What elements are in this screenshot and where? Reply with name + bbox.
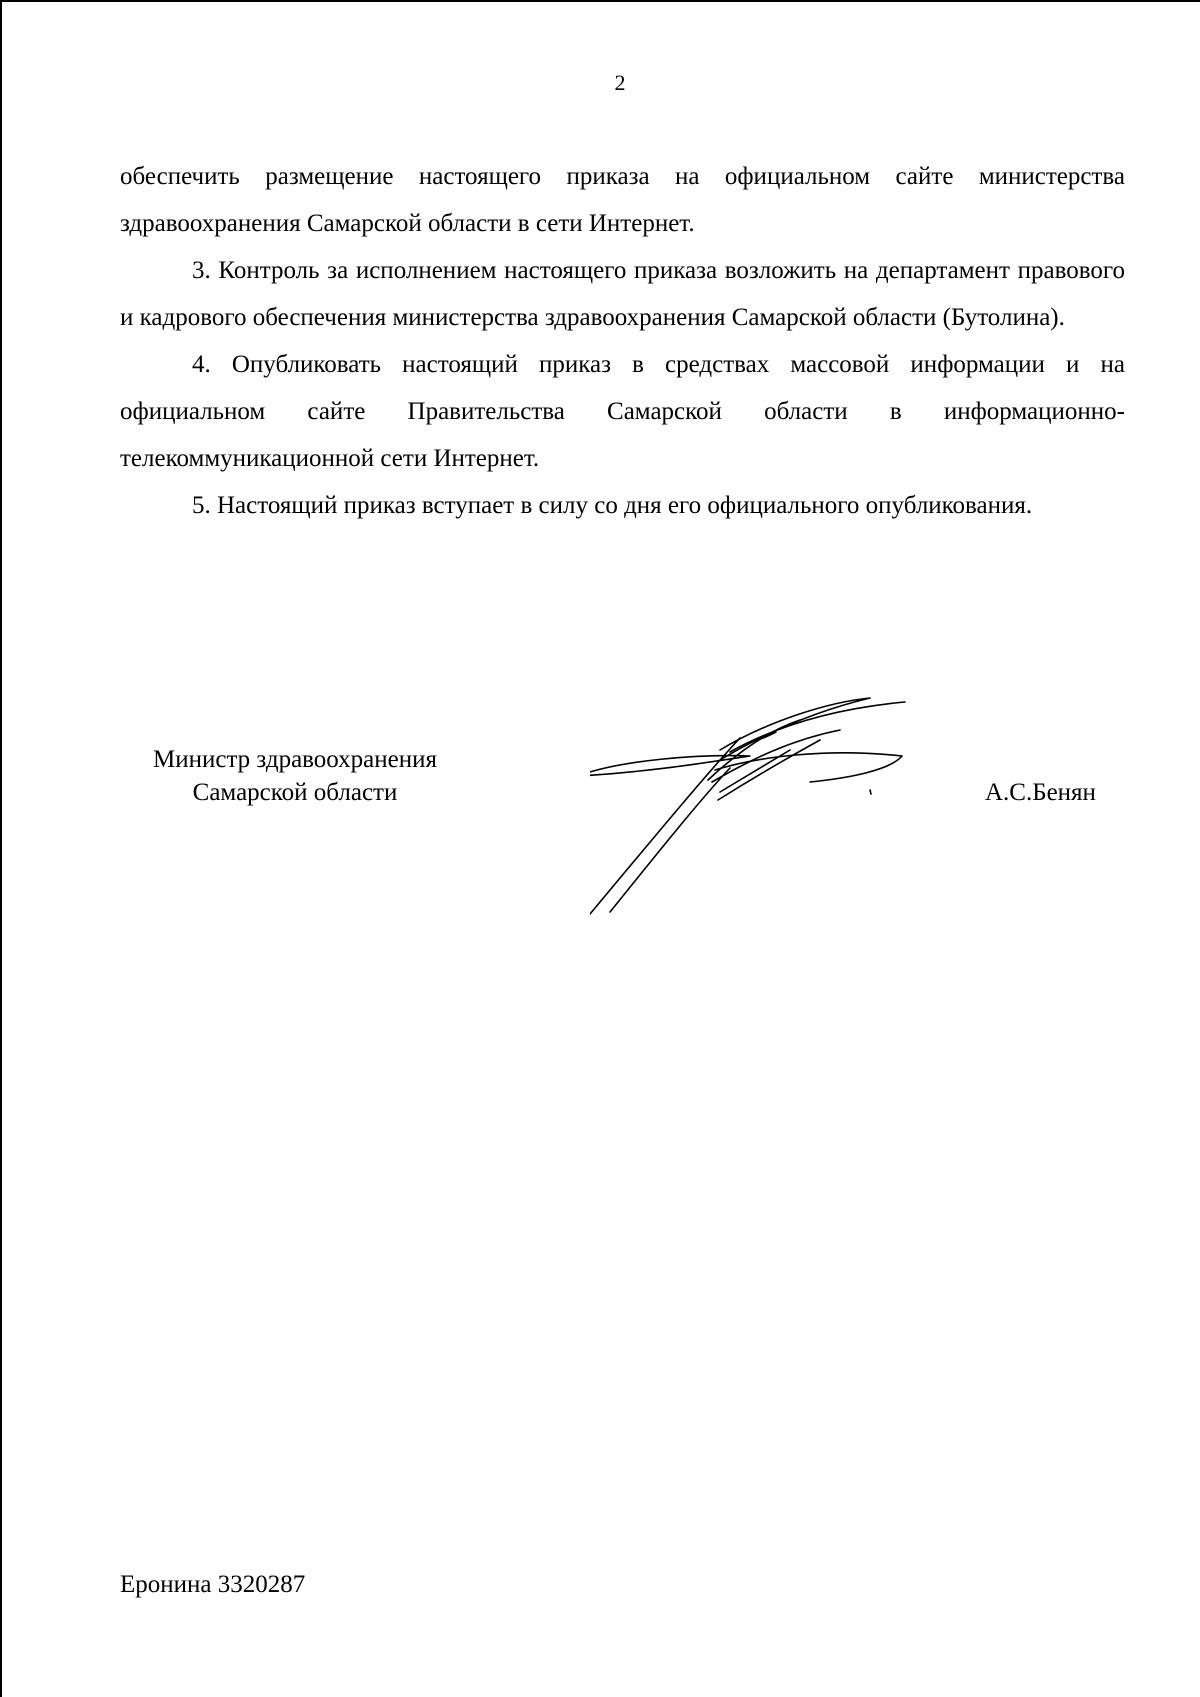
handwritten-signature — [590, 690, 930, 930]
paragraph-4-publication: 4. Опубликовать настоящий приказ в средствах массовой информации и на официальном сайте Правительства Самарской области в информационно-телекоммуникационной сети Интернет. — [120, 351, 1125, 472]
signatory-title — [130, 743, 460, 809]
scan-edge-top — [0, 0, 1200, 2]
paragraph-continuation: обеспечить размещение настоящего приказа на официальном сайте министерства здравоохранения Самарской области в сети Интернет. — [120, 163, 1125, 237]
paragraph-5-effective-date: 5. Настоящий приказ вступает в силу со дня его официального опубликования. — [192, 492, 1033, 519]
executor-contact: Еронина 3320287 — [120, 1571, 306, 1598]
signatory-title-line-1: Министр здравоохранения — [152, 746, 438, 773]
signatory-name: А.С.Бенян — [985, 779, 1096, 806]
paragraph-3-control: 3. Контроль за исполнением настоящего приказа возложить на департамент правового и кадрового обеспечения министерства здравоохранения Самарской области (Бутолина). — [120, 257, 1125, 331]
page-number: 2 — [614, 70, 626, 95]
scan-edge-left — [0, 0, 2, 1697]
document-body — [120, 153, 1125, 529]
signatory-title-line-2: Самарской области — [192, 779, 398, 806]
